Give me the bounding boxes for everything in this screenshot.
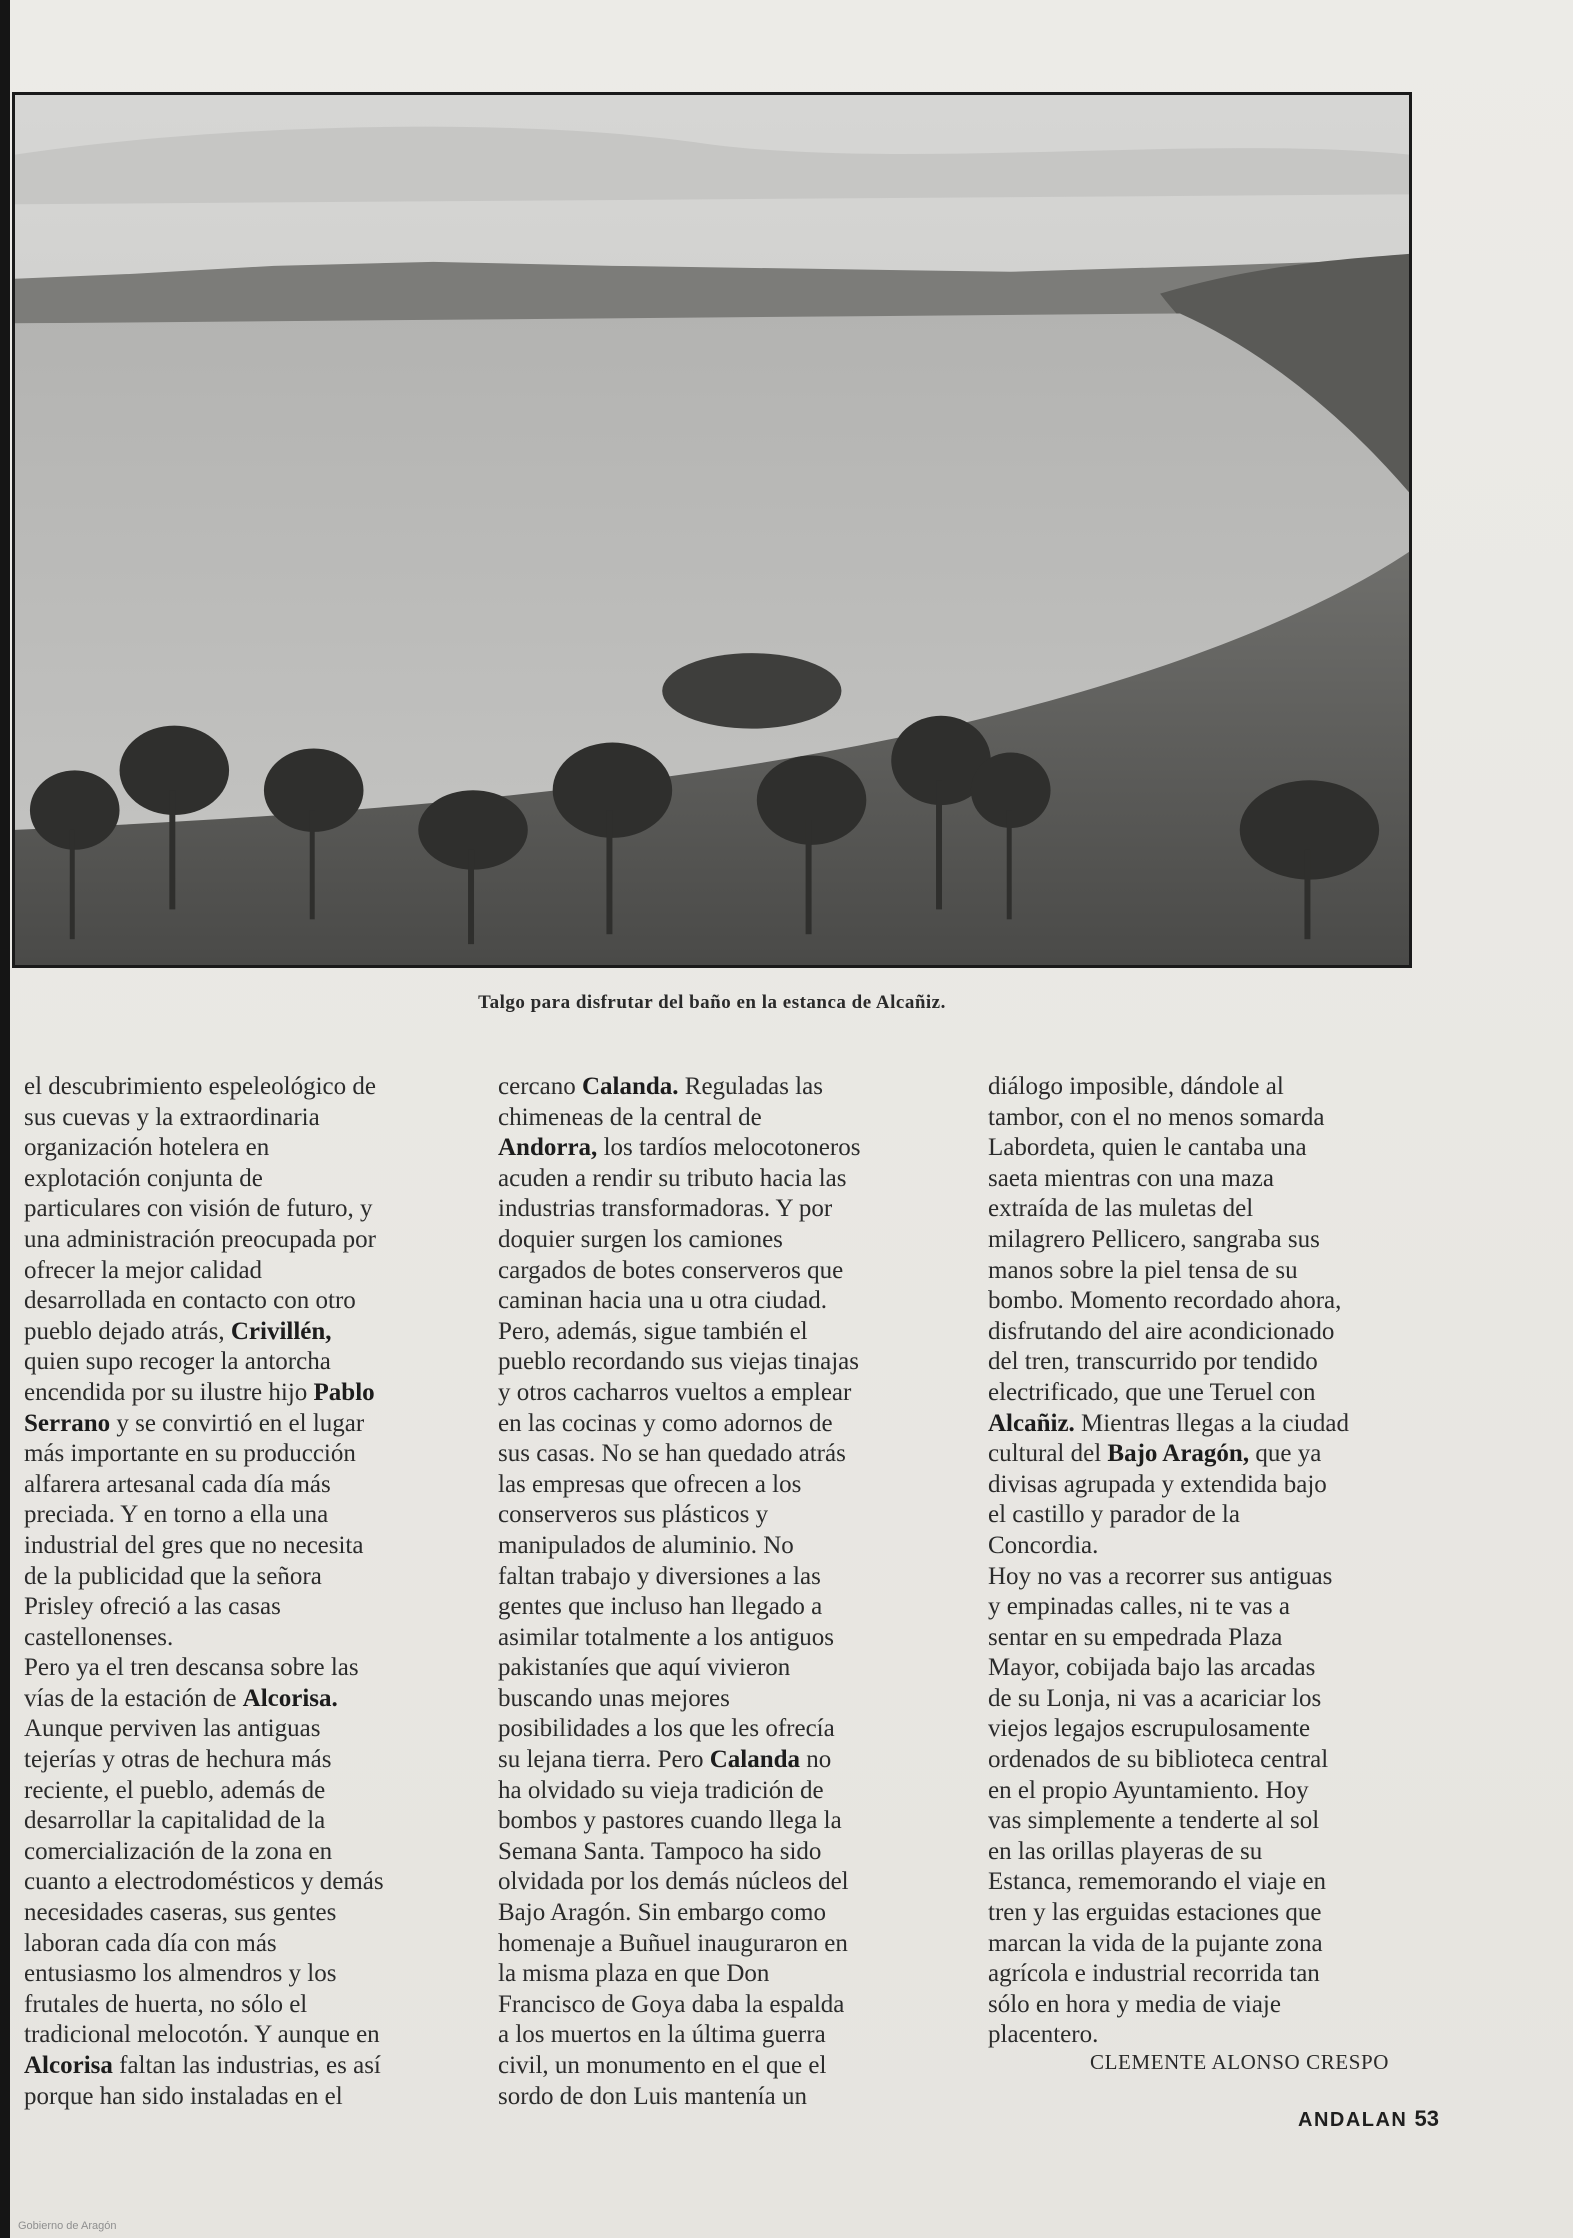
photo-caption: Talgo para disfrutar del baño en la estanca de Alcañiz. — [478, 992, 946, 1013]
text-line — [988, 1500, 1438, 1531]
reed-bush — [662, 653, 841, 728]
text-line — [24, 1072, 464, 1103]
text-run: sólo en hora y media de viaje — [988, 1990, 1281, 2018]
bold-place-name: Alcorisa. — [242, 1684, 338, 1712]
text-run: gentes que incluso han llegado a — [498, 1593, 823, 1621]
text-line — [988, 1317, 1438, 1348]
text-run: sentar en su empedrada Plaza — [988, 1623, 1283, 1651]
text-run: laboran cada día con más — [24, 1929, 277, 1957]
text-line — [24, 1164, 464, 1195]
text-line — [988, 1623, 1438, 1654]
lake-photo-graphic — [15, 95, 1409, 965]
text-run: cultural del — [988, 1440, 1108, 1468]
text-line — [988, 1164, 1438, 1195]
bold-place-name: Bajo Aragón, — [1107, 1440, 1250, 1468]
text-line — [498, 1776, 948, 1807]
bold-place-name: Andorra, — [498, 1134, 598, 1162]
article-column-1 — [24, 1072, 464, 2112]
magazine-name: ANDALAN — [1298, 2109, 1408, 2131]
bold-place-name: Serrano — [24, 1409, 111, 1437]
text-line — [24, 1103, 464, 1134]
text-line — [24, 1898, 464, 1929]
text-line — [24, 1684, 464, 1715]
text-line — [24, 1714, 464, 1745]
text-run: organización hotelera en — [24, 1134, 270, 1162]
text-run: Reguladas las — [678, 1073, 823, 1100]
text-run: más importante en su producción — [24, 1440, 356, 1468]
text-run: comercialización de la zona en — [24, 1837, 333, 1865]
text-run: sordo de don Luis mantenía un — [498, 2082, 807, 2110]
text-line — [498, 1072, 948, 1103]
text-run: Estanca, rememorando el viaje en — [988, 1868, 1327, 1896]
text-line — [24, 1623, 464, 1654]
text-line — [498, 1500, 948, 1531]
text-run: acuden a rendir su tributo hacia las — [498, 1164, 847, 1192]
text-line — [988, 1439, 1438, 1470]
text-run: Concordia. — [988, 1531, 1099, 1559]
text-run: Pero, además, sigue también el — [498, 1317, 808, 1345]
text-line — [988, 1990, 1438, 2021]
text-line — [988, 1378, 1438, 1409]
text-run: tejerías y otras de hechura más — [24, 1746, 332, 1774]
text-line — [498, 1837, 948, 1868]
text-line — [24, 1194, 464, 1225]
text-run: su lejana tierra. Pero — [498, 1746, 710, 1774]
text-run: industrias transformadoras. Y por — [498, 1195, 833, 1223]
text-line — [498, 1562, 948, 1593]
text-run: electrificado, que une Teruel con — [988, 1378, 1316, 1406]
text-line — [24, 2051, 464, 2082]
text-run: cargados de botes conserveros que — [498, 1256, 844, 1284]
text-run: frutales de huerta, no sólo el — [24, 1990, 308, 2018]
text-run: y empinadas calles, ni te vas a — [988, 1593, 1290, 1621]
bold-place-name: Pablo — [313, 1378, 375, 1406]
text-run: faltan trabajo y diversiones a las — [498, 1562, 821, 1590]
text-line — [988, 1929, 1438, 1960]
bold-place-name: Calanda — [709, 1746, 801, 1774]
text-line — [24, 2020, 464, 2051]
text-line — [24, 1959, 464, 1990]
text-line — [498, 1164, 948, 1195]
text-run: y otros cacharros vueltos a emplear — [498, 1378, 852, 1406]
text-line — [498, 1439, 948, 1470]
text-line — [988, 1409, 1438, 1440]
text-run: Pero ya el tren descansa sobre las — [24, 1654, 359, 1682]
text-line — [24, 1562, 464, 1593]
text-run: ha olvidado su vieja tradición de — [498, 1776, 824, 1804]
text-line — [24, 1592, 464, 1623]
text-line — [988, 1653, 1438, 1684]
text-line — [24, 1439, 464, 1470]
text-run: viejos legajos escrupulosamente — [988, 1715, 1311, 1743]
text-line — [988, 1867, 1438, 1898]
text-line — [498, 1806, 948, 1837]
text-run: encendida por su ilustre hijo — [24, 1378, 314, 1406]
text-run: buscando unas mejores — [498, 1684, 730, 1712]
archive-watermark: Gobierno de Aragón — [18, 2220, 117, 2232]
text-line — [498, 1103, 948, 1134]
text-line — [988, 1256, 1438, 1287]
text-line — [988, 1898, 1438, 1929]
text-line — [988, 1133, 1438, 1164]
text-run: Semana Santa. Tampoco ha sido — [498, 1837, 822, 1865]
text-line — [498, 1256, 948, 1287]
text-run: placentero. — [988, 2021, 1099, 2049]
text-line — [988, 1714, 1438, 1745]
text-line — [498, 1990, 948, 2021]
text-run: cercano — [498, 1073, 582, 1100]
text-line — [498, 1133, 948, 1164]
text-run: bombos y pastores cuando llega la — [498, 1807, 842, 1835]
text-line — [24, 1286, 464, 1317]
text-line — [498, 1225, 948, 1256]
text-line — [498, 1317, 948, 1348]
text-run: a los muertos en la última guerra — [498, 2021, 826, 2049]
article-column-3 — [988, 1072, 1438, 2051]
text-line — [988, 1592, 1438, 1623]
text-run: explotación conjunta de — [24, 1164, 263, 1192]
text-line — [988, 1470, 1438, 1501]
text-run: el castillo y parador de la — [988, 1501, 1240, 1529]
text-line — [988, 1225, 1438, 1256]
text-run: sus casas. No se han quedado atrás — [498, 1440, 846, 1468]
text-run: reciente, el pueblo, además de — [24, 1776, 326, 1804]
text-run: en las orillas playeras de su — [988, 1837, 1263, 1865]
page-footer — [1298, 2106, 1439, 2132]
text-run: Francisco de Goya daba la espalda — [498, 1990, 845, 2018]
text-run: manos sobre la piel tensa de su — [988, 1256, 1298, 1284]
text-run: tradicional melocotón. Y aunque en — [24, 2021, 380, 2049]
text-run: preciada. Y en torno a ella una — [24, 1501, 329, 1529]
article-column-2 — [498, 1072, 948, 2112]
text-run: Hoy no vas a recorrer sus antiguas — [988, 1562, 1333, 1590]
text-run: pueblo dejado atrás, — [24, 1317, 231, 1345]
text-line — [24, 1133, 464, 1164]
text-line — [24, 1317, 464, 1348]
text-line — [498, 1653, 948, 1684]
text-run: vas simplemente a tenderte al sol — [988, 1807, 1320, 1835]
text-run: una administración preocupada por — [24, 1225, 376, 1253]
text-line — [498, 1745, 948, 1776]
text-run: vías de la estación de — [24, 1684, 243, 1712]
text-run: quien supo recoger la antorcha — [24, 1348, 331, 1376]
text-line — [24, 2082, 464, 2113]
bold-place-name: Alcañiz. — [988, 1409, 1075, 1437]
text-line — [498, 2082, 948, 2113]
text-run: desarrollada en contacto con otro — [24, 1287, 356, 1315]
text-run: el descubrimiento espeleológico de — [24, 1073, 376, 1100]
bold-place-name: Alcorisa — [24, 2052, 113, 2079]
text-line — [988, 1776, 1438, 1807]
text-line — [498, 1714, 948, 1745]
text-run: no — [800, 1746, 832, 1774]
text-run: sus cuevas y la extraordinaria — [24, 1103, 320, 1131]
text-line — [24, 1867, 464, 1898]
text-line — [498, 1959, 948, 1990]
text-run: extraída de las muletas del — [988, 1195, 1254, 1223]
text-line — [24, 1929, 464, 1960]
text-line — [498, 1592, 948, 1623]
text-line — [988, 1194, 1438, 1225]
text-line — [24, 1470, 464, 1501]
text-line — [988, 2020, 1438, 2051]
text-line — [988, 1959, 1438, 1990]
text-run: Aunque perviven las antiguas — [24, 1715, 321, 1743]
text-run: conserveros sus plásticos y — [498, 1501, 769, 1529]
bold-place-name: Crivillén, — [230, 1317, 332, 1345]
text-line — [498, 1898, 948, 1929]
text-run: en el propio Ayuntamiento. Hoy — [988, 1776, 1309, 1804]
text-line — [498, 1194, 948, 1225]
text-run: Mientras llegas a la ciudad — [1074, 1409, 1350, 1437]
text-run: necesidades caseras, sus gentes — [24, 1899, 337, 1927]
text-line — [498, 1470, 948, 1501]
author-signature: CLEMENTE ALONSO CRESPO — [1090, 2050, 1390, 2074]
text-line — [988, 1837, 1438, 1868]
text-run: desarrollar la capitalidad de la — [24, 1807, 326, 1835]
text-run: disfrutando del aire acondicionado — [988, 1317, 1335, 1345]
binding-edge — [0, 0, 10, 2238]
text-run: doquier surgen los camiones — [498, 1225, 783, 1253]
text-line — [498, 1409, 948, 1440]
text-line — [498, 1378, 948, 1409]
bold-place-name: Calanda. — [581, 1073, 679, 1100]
text-run: alfarera artesanal cada día más — [24, 1470, 331, 1498]
text-run: faltan las industrias, es así — [112, 2052, 381, 2079]
text-line — [24, 1225, 464, 1256]
text-line — [24, 1653, 464, 1684]
text-line — [988, 1684, 1438, 1715]
text-line — [24, 1531, 464, 1562]
text-line — [988, 1745, 1438, 1776]
text-run: de la publicidad que la señora — [24, 1562, 322, 1590]
text-run: entusiasmo los almendros y los — [24, 1960, 337, 1988]
text-run: Mayor, cobijada bajo las arcadas — [988, 1654, 1316, 1682]
text-run: pakistaníes que aquí vivieron — [498, 1654, 791, 1682]
text-run: caminan hacia una u otra ciudad. — [498, 1287, 828, 1315]
text-run: y se convirtió en el lugar — [110, 1409, 365, 1437]
text-line — [24, 1745, 464, 1776]
landscape-photo — [12, 92, 1412, 968]
text-run: del tren, transcurrido por tendido — [988, 1348, 1318, 1376]
text-run: los tardíos melocotoneros — [597, 1134, 861, 1162]
text-run: porque han sido instaladas en el — [24, 2082, 343, 2110]
text-line — [498, 2020, 948, 2051]
text-run: olvidada por los demás núcleos del — [498, 1868, 849, 1896]
text-run: en las cocinas y como adornos de — [498, 1409, 833, 1437]
text-run: tambor, con el no menos somarda — [988, 1103, 1325, 1131]
text-run: saeta mientras con una maza — [988, 1164, 1274, 1192]
text-run: las empresas que ofrecen a los — [498, 1470, 802, 1498]
text-run: particulares con visión de futuro, y — [24, 1195, 373, 1223]
text-line — [498, 2051, 948, 2082]
text-line — [498, 1623, 948, 1654]
text-line — [498, 1929, 948, 1960]
text-line — [988, 1562, 1438, 1593]
text-run: diálogo imposible, dándole al — [988, 1073, 1284, 1100]
text-line — [498, 1286, 948, 1317]
text-line — [24, 1409, 464, 1440]
text-run: que ya — [1249, 1440, 1322, 1468]
text-line — [498, 1347, 948, 1378]
text-run: la misma plaza en que Don — [498, 1960, 770, 1988]
text-run: tren y las erguidas estaciones que — [988, 1899, 1322, 1927]
text-run: industrial del gres que no necesita — [24, 1531, 364, 1559]
text-run: asimilar totalmente a los antiguos — [498, 1623, 835, 1651]
text-line — [988, 1531, 1438, 1562]
text-line — [988, 1072, 1438, 1103]
text-run: divisas agrupada y extendida bajo — [988, 1470, 1327, 1498]
text-line — [988, 1347, 1438, 1378]
text-run: agrícola e industrial recorrida tan — [988, 1960, 1320, 1988]
text-run: cuanto a electrodomésticos y demás — [24, 1868, 384, 1896]
text-line — [498, 1867, 948, 1898]
text-run: homenaje a Buñuel inauguraron en — [498, 1929, 848, 1957]
text-run: marcan la vida de la pujante zona — [988, 1929, 1323, 1957]
text-line — [988, 1286, 1438, 1317]
text-run: milagrero Pellicero, sangraba sus — [988, 1225, 1320, 1253]
text-run: posibilidades a los que les ofrecía — [498, 1715, 835, 1743]
text-line — [24, 1378, 464, 1409]
page-number: 53 — [1414, 2106, 1439, 2131]
text-line — [24, 1500, 464, 1531]
text-line — [24, 1990, 464, 2021]
text-run: de su Lonja, ni vas a acariciar los — [988, 1684, 1322, 1712]
text-line — [498, 1531, 948, 1562]
text-line — [24, 1837, 464, 1868]
text-run: ofrecer la mejor calidad — [24, 1256, 263, 1284]
text-run: castellonenses. — [24, 1623, 174, 1651]
text-line — [988, 1103, 1438, 1134]
text-run: Labordeta, quien le cantaba una — [988, 1134, 1307, 1162]
text-line — [24, 1806, 464, 1837]
text-run: Prisley ofreció a las casas — [24, 1593, 281, 1621]
text-run: manipulados de aluminio. No — [498, 1531, 794, 1559]
text-line — [498, 1684, 948, 1715]
text-line — [24, 1256, 464, 1287]
text-run: chimeneas de la central de — [498, 1103, 762, 1131]
text-line — [24, 1347, 464, 1378]
text-run: bombo. Momento recordado ahora, — [988, 1287, 1342, 1315]
text-run: ordenados de su biblioteca central — [988, 1746, 1329, 1774]
text-line — [988, 1806, 1438, 1837]
text-run: pueblo recordando sus viejas tinajas — [498, 1348, 860, 1376]
text-run: Bajo Aragón. Sin embargo como — [498, 1899, 826, 1927]
text-line — [24, 1776, 464, 1807]
text-run: civil, un monumento en el que el — [498, 2052, 827, 2079]
